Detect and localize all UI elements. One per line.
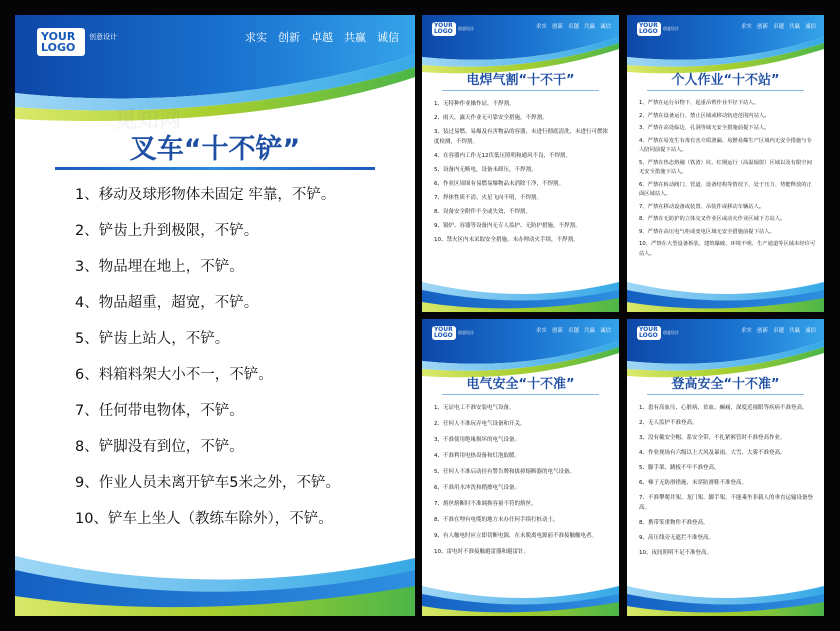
poster-electrical	[422, 319, 619, 616]
footer-wave	[627, 576, 824, 616]
rule-item: 7、严禁在移动设备或装置、吊装件或移动车辆站人。	[639, 203, 765, 210]
rule-list	[639, 99, 817, 259]
rule-item: 5、设备内无断电，设备未卸压，不焊割。	[434, 167, 537, 173]
poster-title: 个人作业“十不站”	[671, 73, 780, 88]
slogan: 创新	[756, 328, 768, 334]
slogan: 卓越	[567, 24, 579, 30]
slogan: 诚信	[804, 24, 816, 30]
slogan: 诚信	[804, 328, 816, 334]
poster-forklift	[15, 15, 415, 616]
slogan-bar	[536, 22, 611, 30]
rule-item: 5、严禁在热态熔融（铁渣）坑、红钢运行（高温辐射）区域以及有限空间无安全措施下站人。	[639, 159, 812, 175]
slogan: 创新	[278, 31, 300, 44]
poster-title: 登高安全“十不准”	[671, 377, 780, 392]
slogan-bar	[245, 29, 399, 45]
rule-item: 9、有人触电时应立即切断电源，在未脱离电源前不准接触触电者。	[434, 533, 598, 539]
slogan: 卓越	[772, 24, 784, 30]
slogan: 创新	[551, 328, 563, 334]
rule-item: 3、没有戴安全帽、系安全带、不扎紧裤管时不准登高作业。	[639, 435, 786, 441]
logo-mark: YOUR LOGO	[432, 326, 456, 340]
poster-title: 电焊气割“十不干”	[466, 73, 575, 88]
rule-item: 2、任何人不准玩弄电气设备和开关。	[434, 421, 526, 427]
watermark: 觅知网	[115, 108, 182, 133]
rule-item: 2、无人监护不准登高。	[639, 420, 698, 426]
rule-item: 9、严禁在高压电气柜或变电区域无安全措施前提下站人。	[639, 228, 775, 235]
rule-item: 4、物品超重，超宽，不铲。	[75, 295, 259, 311]
slogan-bar	[741, 22, 816, 30]
rule-item: 4、严禁在易发生有毒有害介质泄漏、易燃易爆生产区域内无安全措施与专人陪同前提下站人。	[639, 137, 812, 153]
slogan: 创新	[551, 24, 563, 30]
title-underline	[55, 167, 375, 170]
logo-tagline: 创意设计	[89, 33, 117, 42]
rule-list	[434, 99, 610, 245]
rule-item: 7、不准攀爬井架、龙门架、脚手架，不能乘坐非载人的垂直运输设备登高。	[639, 495, 814, 511]
rule-item: 1、患有高血压、心脏病、贫血、癫痫、深度近视眼等疾病不准登高。	[639, 405, 808, 411]
rule-item: 4、作业现场有六级以上大风及暴雨、大雪、大雾不准登高。	[639, 450, 786, 456]
logo-mark: YOUR LOGO	[432, 22, 456, 36]
rule-item: 10、严禁在大型设备拆装、建筑爆破、环境不明、生产通道等区域未经许可站人。	[639, 241, 816, 257]
title-underline	[647, 90, 804, 91]
logo-tagline: 创意设计	[663, 25, 679, 31]
slogan: 共赢	[788, 328, 800, 334]
slogan: 共赢	[344, 31, 366, 44]
slogan: 共赢	[583, 328, 595, 334]
rule-item: 8、铲脚没有到位，不铲。	[75, 439, 244, 455]
rule-item: 8、不准在埋有电缆的地方未办任何手续打桩动土。	[434, 517, 559, 523]
rule-item: 10、夜间照明不足不准登高。	[639, 550, 712, 556]
rule-item: 6、梯子无防滑措施、未穿防滑鞋不准登高。	[639, 480, 748, 486]
slogan: 卓越	[567, 328, 579, 334]
logo	[37, 28, 117, 56]
rule-item: 7、焊体性质不清、火星飞向不明，不焊割。	[434, 195, 543, 201]
footer-wave	[627, 272, 824, 312]
slogan-bar	[536, 326, 611, 334]
rule-item: 10、铲车上坐人（教练车除外），不铲。	[75, 511, 333, 527]
rule-item: 5、脚手架、跳板不牢不准登高。	[639, 465, 720, 471]
rule-item: 7、任何带电物体，不铲。	[75, 403, 244, 419]
slogan: 共赢	[583, 24, 595, 30]
rule-item: 9、锅炉、容器等设备内无专人监护、无防护措施，不焊割。	[434, 223, 581, 229]
logo-mark: YOUR LOGO	[37, 28, 85, 56]
title-underline	[442, 90, 599, 91]
logo-tagline: 创意设计	[458, 329, 474, 335]
rule-item: 6、严禁在转动阀门、管道、设备结构等情况下，处于压力、势能释放的正面区域站人。	[639, 181, 812, 197]
rule-item: 6、不准用水冲洗和揩擦电气设备。	[434, 485, 521, 491]
rule-item: 3、物品埋在地上，不铲。	[75, 259, 244, 275]
rule-item: 2、雨天、露天作业无可靠安全措施，不焊割。	[434, 115, 548, 121]
slogan: 卓越	[772, 328, 784, 334]
rule-item: 8、携带笨重物件不准登高。	[639, 520, 709, 526]
rule-item: 8、严禁在无防护的立体交叉作业区或动火作业区域下方站人。	[639, 216, 786, 222]
slogan: 求实	[535, 24, 547, 30]
footer-wave	[422, 576, 619, 616]
rule-item: 3、装过易燃、易爆及有害物品的容器，未进行彻底清洗，未进行可燃浓度检测，不焊割。	[434, 129, 609, 145]
logo-mark: YOUR LOGO	[637, 326, 661, 340]
rule-item: 1、严禁在运行吊物下、起重吊臂作业半径下站人。	[639, 100, 759, 106]
slogan: 求实	[740, 24, 752, 30]
poster-height	[627, 319, 824, 616]
rule-list	[434, 403, 610, 557]
rule-item: 5、铲齿上站人，不铲。	[75, 331, 230, 347]
logo	[432, 326, 474, 340]
slogan-bar	[741, 326, 816, 334]
rule-item: 7、熔丝熔断时不准调换容量不符的熔丝。	[434, 501, 537, 507]
rule-item: 4、在容器内工作无12伏低压照明和通风不良，不焊割。	[434, 153, 571, 159]
rule-item: 3、严禁在高处临边、孔洞等域无安全措施前提下站人。	[639, 125, 770, 131]
rule-item: 2、铲齿上升到极限，不铲。	[75, 223, 259, 239]
slogan: 求实	[535, 328, 547, 334]
slogan: 求实	[245, 31, 267, 44]
poster-title: 电气安全“十不准”	[466, 377, 575, 392]
logo	[432, 22, 474, 36]
rule-list	[75, 183, 410, 543]
rule-item: 5、任何人不准启动挂有警告牌和拔掉熔断器的电气设备。	[434, 469, 576, 475]
rule-item: 10、禁火区内未采取安全措施、未办理动火手续，不焊割。	[434, 237, 579, 243]
rule-item: 4、不准利用电热设备和灯泡取暖。	[434, 453, 521, 459]
slogan: 诚信	[377, 31, 399, 44]
poster-title: 叉车“十不铲”	[129, 134, 301, 165]
rule-item: 8、设备安全附件不全或失效，不焊割。	[434, 209, 532, 215]
logo	[637, 326, 679, 340]
slogan: 诚信	[599, 24, 611, 30]
footer-wave	[15, 536, 415, 616]
rule-item: 6、作业区周围有易燃易爆物品未消除干净，不焊割。	[434, 181, 565, 187]
logo-tagline: 创意设计	[458, 25, 474, 31]
rule-item: 9、高压线旁无遮拦不准登高。	[639, 535, 715, 541]
logo-tagline: 创意设计	[663, 329, 679, 335]
rule-item: 6、料箱料架大小不一，不铲。	[75, 367, 273, 383]
slogan: 创新	[756, 24, 768, 30]
poster-welding	[422, 15, 619, 312]
logo	[637, 22, 679, 36]
slogan: 共赢	[788, 24, 800, 30]
rule-item: 10、雷电时不准接触避雷器和避雷针。	[434, 549, 529, 555]
slogan: 诚信	[599, 328, 611, 334]
title-underline	[442, 394, 599, 395]
title-underline	[647, 394, 804, 395]
logo-mark: YOUR LOGO	[637, 22, 661, 36]
rule-item: 2、严禁在设备运行、禁止区域或移动轨迹范围内站人。	[639, 112, 770, 119]
rule-item: 1、移动及球形物体未固定 牢靠，不铲。	[75, 187, 336, 203]
rule-list	[639, 403, 815, 558]
slogan: 卓越	[311, 31, 333, 44]
rule-item: 3、不准使用绝缘损坏的电气设备。	[434, 437, 521, 443]
rule-item: 1、无证电工不准安装电气设备。	[434, 405, 515, 411]
slogan: 求实	[740, 328, 752, 334]
rule-item: 1、无特种作业操作证，不焊割。	[434, 101, 515, 107]
rule-item: 9、作业人员未离开铲车5米之外，不铲。	[75, 475, 340, 491]
footer-wave	[422, 272, 619, 312]
poster-personal	[627, 15, 824, 312]
